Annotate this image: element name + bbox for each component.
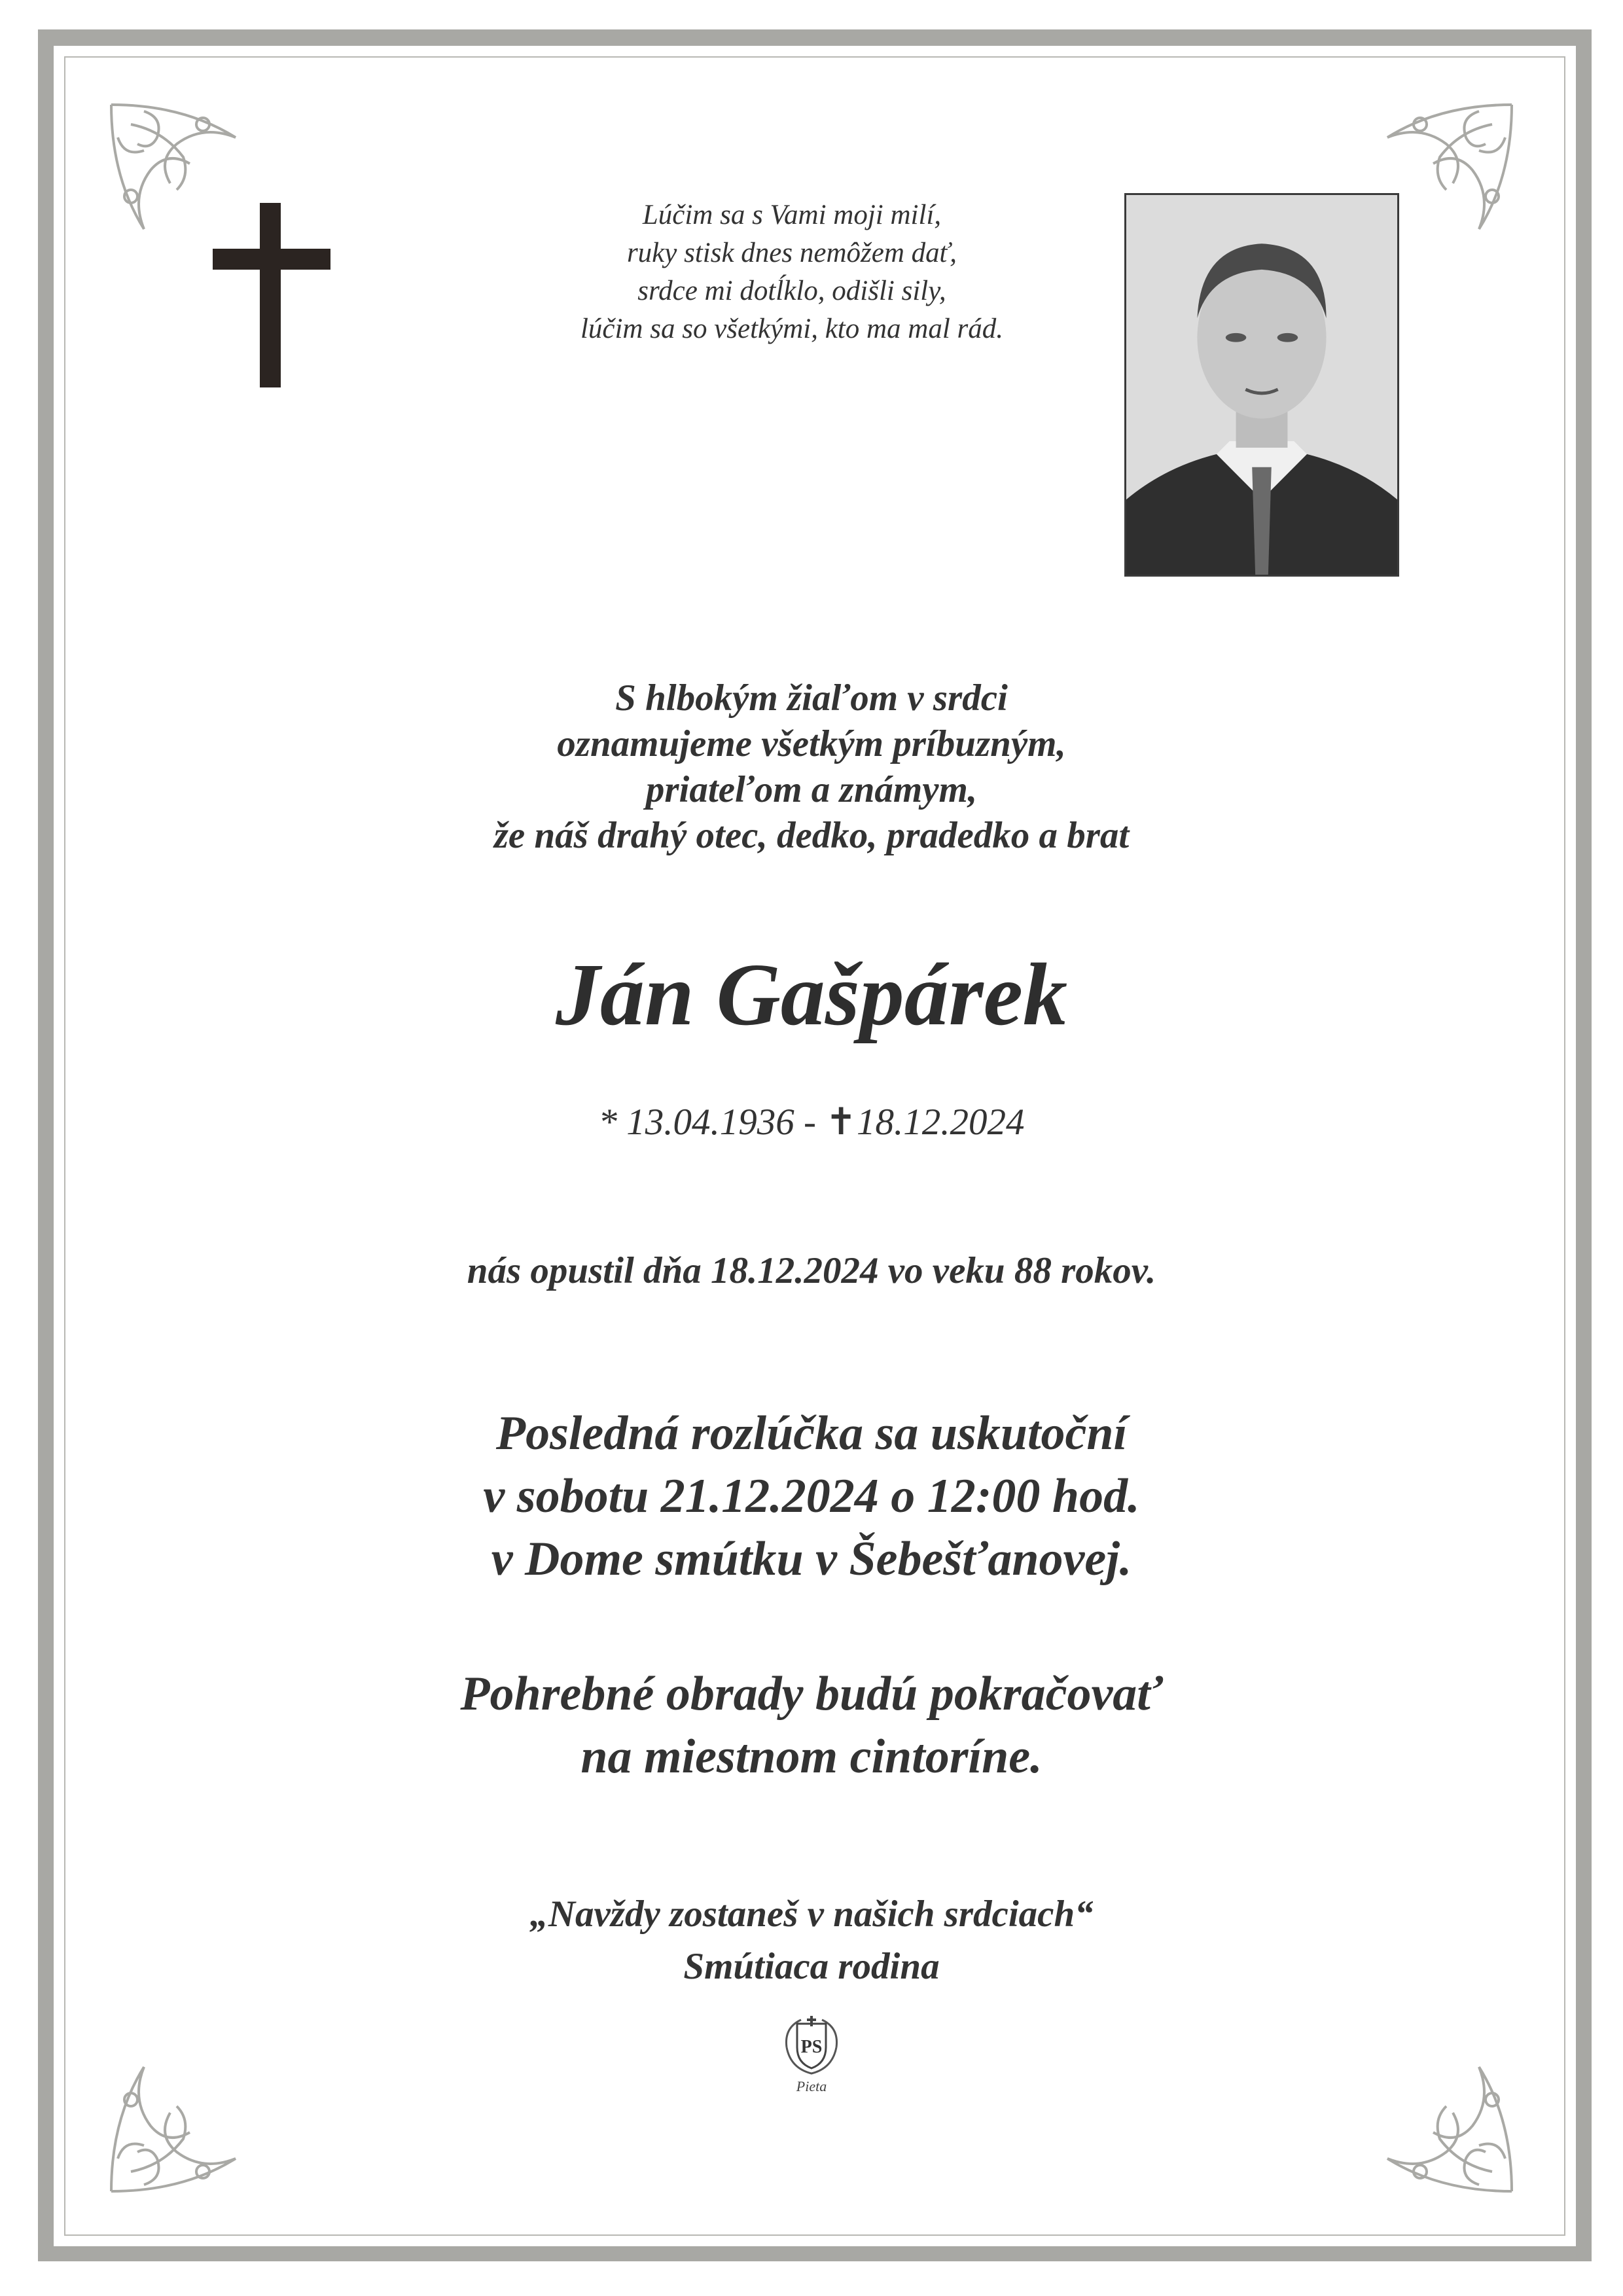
poem-line: ruky stisk dnes nemôžem dať, (626, 238, 957, 268)
quote-text: „Navždy zostaneš v našich srdciach“ (529, 1893, 1094, 1935)
poem-line: srdce mi dotĺklo, odišli sily, (637, 276, 946, 306)
cross-icon (213, 203, 330, 387)
life-dates (0, 1100, 1623, 1145)
intro-line: S hlbokým žiaľom v srdci (615, 677, 1008, 719)
deceased-name: Ján Gašpárek (555, 946, 1068, 1044)
death-date: 18.12.2024 (857, 1102, 1025, 1143)
ceremony-line: v Dome smútku v Šebešťanovej. (491, 1532, 1132, 1586)
portrait-photo (1124, 193, 1399, 577)
corner-ornament-bottom-left (105, 2028, 275, 2198)
burial-line: na miestnom cintoríne. (580, 1730, 1043, 1784)
ceremony-notice (0, 1402, 1623, 1590)
burial-notice (0, 1662, 1623, 1788)
announcement-intro (0, 675, 1623, 859)
signature: Smútiaca rodina (683, 1946, 940, 1987)
ceremony-line: v sobotu 21.12.2024 o 12:00 hod. (483, 1469, 1140, 1523)
burial-line: Pohrebné obrady budú pokračovať (460, 1667, 1163, 1721)
death-cross-icon: ✝ (825, 1102, 857, 1143)
poem-line: lúčim sa so všetkými, kto ma mal rád. (580, 314, 1004, 344)
passed-notice: nás opustil dňa 18.12.2024 vo veku 88 rokov. (467, 1250, 1156, 1291)
intro-line: oznamujeme všetkým príbuzným, (557, 723, 1066, 764)
ceremony-line: Posledná rozlúčka sa uskutoční (495, 1407, 1128, 1460)
poem-line: Lúčim sa s Vami moji milí, (642, 200, 942, 230)
corner-ornament-bottom-right (1348, 2028, 1518, 2198)
logo-text: Pieta (796, 2078, 827, 2094)
logo-monogram: PS (800, 2037, 823, 2057)
closing-quote (0, 1888, 1623, 1993)
intro-line: priateľom a známym, (645, 769, 978, 810)
intro-line: že náš drahý otec, dedko, pradedko a brat (493, 815, 1130, 856)
farewell-poem (471, 196, 1113, 348)
birth-date: * 13.04.1936 - (598, 1102, 816, 1143)
pieta-logo (777, 2015, 846, 2100)
